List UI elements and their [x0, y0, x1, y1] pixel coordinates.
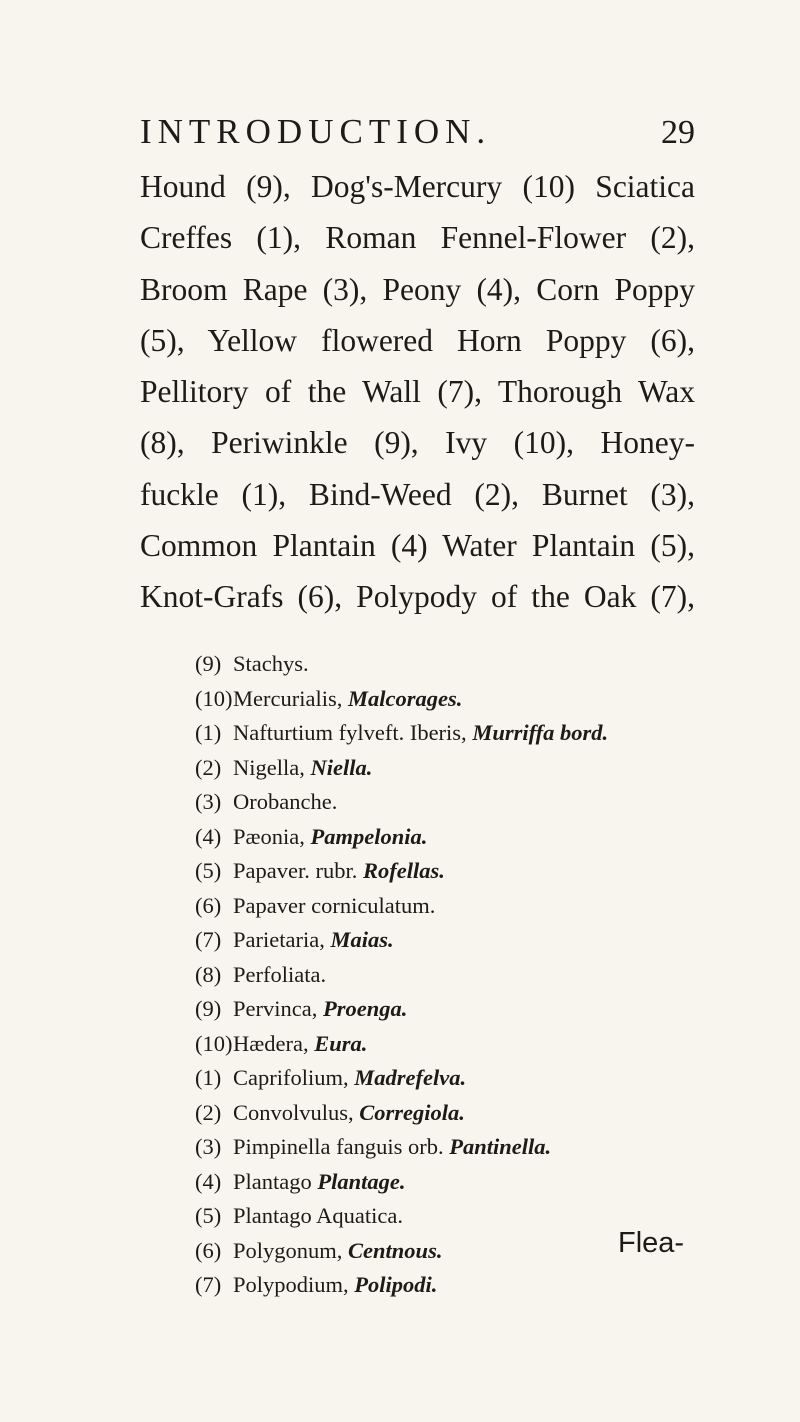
- footnote-number: (8): [195, 961, 222, 987]
- page-header: [140, 112, 695, 162]
- footnote-text: Convolvulus,: [233, 1099, 354, 1125]
- footnote: [195, 820, 695, 855]
- footnote-number: (10): [195, 685, 233, 711]
- footnote-number: (7): [195, 1272, 222, 1297]
- footnote-text: Plantago: [233, 1168, 312, 1194]
- footnote: [195, 1061, 695, 1096]
- footnote-vernacular-name: Corregiola.: [359, 1099, 465, 1125]
- footnote: [195, 1027, 695, 1062]
- body-line: (5), Yellow flowered Horn Poppy (6),: [140, 322, 695, 358]
- footnote-text: Parietaria,: [233, 927, 325, 952]
- footnote-vernacular-name: Rofellas.: [362, 858, 445, 883]
- footnote-text: Pervinca,: [233, 996, 318, 1021]
- body-line: Creffes (1), Roman Fennel-Flower (2),: [140, 220, 695, 256]
- footnote: [195, 889, 695, 924]
- footnote-text: Pimpinella fanguis orb.: [233, 1134, 444, 1159]
- footnotes: [195, 647, 695, 1303]
- body-line: Hound (9), Dog's-Mercury (10) Sciatica: [140, 169, 695, 204]
- footnote: [195, 1268, 695, 1303]
- footnote-number: (2): [195, 754, 222, 780]
- footnote-vernacular-name: Niella.: [310, 754, 373, 780]
- body-line: Pellitory of the Wall (7), Thorough Wax: [140, 374, 695, 410]
- footnote-text: Polygonum,: [233, 1237, 343, 1263]
- footnote-text: Papaver. rubr.: [233, 858, 358, 883]
- body-line: Knot-Grafs (6), Polypody of the Oak (7),: [140, 579, 695, 615]
- footnote: [195, 923, 695, 958]
- footnote-number: (6): [195, 892, 222, 918]
- catchword: Flea-: [618, 1227, 685, 1259]
- footnote-text: Nigella,: [233, 754, 305, 780]
- footnote: [195, 682, 695, 717]
- footnote: [195, 647, 695, 682]
- footnote-text: Plantago Aquatica.: [233, 1203, 403, 1228]
- footnote-vernacular-name: Madrefelva.: [354, 1065, 467, 1090]
- footnote-number: (5): [195, 858, 222, 883]
- body-line: Common Plantain (4) Water Plantain (5),: [140, 528, 695, 564]
- footnote: [195, 785, 695, 820]
- body-line: (8), Periwinkle (9), Ivy (10), Honey-: [140, 425, 695, 461]
- footnote-vernacular-name: Plantage.: [317, 1168, 406, 1194]
- footnote-text: Stachys.: [233, 651, 309, 676]
- footnote-vernacular-name: Pantinella.: [449, 1134, 552, 1159]
- footnote-number: (4): [195, 823, 222, 849]
- footnote-text: Perfoliata.: [233, 961, 327, 987]
- footnote: [195, 992, 695, 1027]
- footnote-number: (1): [195, 1065, 222, 1090]
- footnote: [195, 1096, 695, 1131]
- footnote-number: (3): [195, 1134, 222, 1159]
- footnote-vernacular-name: Polipodi.: [354, 1272, 438, 1297]
- footnote-number: (9): [195, 651, 222, 676]
- footnote-vernacular-name: Centnous.: [348, 1237, 443, 1263]
- footnote-text: Pæonia,: [233, 823, 305, 849]
- footnote-text: Caprifolium,: [233, 1065, 349, 1090]
- footnote-number: (10): [195, 1030, 233, 1056]
- page-number: 29: [661, 114, 695, 151]
- footnote-number: (7): [195, 927, 222, 952]
- footnote: [195, 854, 695, 889]
- footnote-number: (6): [195, 1237, 222, 1263]
- footnote-number: (1): [195, 720, 222, 745]
- footnote-number: (3): [195, 789, 222, 814]
- footnote-vernacular-name: Murriffa bord.: [472, 720, 609, 745]
- body-text: [140, 161, 695, 623]
- footnote: [195, 751, 695, 786]
- footnote: [195, 1130, 695, 1165]
- footnote: [195, 958, 695, 993]
- body-line: fuckle (1), Bind-Weed (2), Burnet (3),: [140, 476, 695, 512]
- footnote-text: Mercurialis,: [233, 685, 343, 711]
- footnote-vernacular-name: Proenga.: [322, 996, 408, 1021]
- footnote-number: (4): [195, 1168, 222, 1194]
- footnote-text: Papaver corniculatum.: [233, 892, 436, 918]
- footnote-text: Polypodium,: [233, 1272, 349, 1297]
- footnote-text: Nafturtium fylveft. Iberis,: [233, 720, 467, 745]
- running-title: INTRODUCTION.: [140, 112, 492, 151]
- footnote-vernacular-name: Pampelonia.: [310, 823, 428, 849]
- footnote: [195, 716, 695, 751]
- footnote-vernacular-name: Maias.: [330, 927, 394, 952]
- footnote-text: Hædera,: [233, 1030, 309, 1056]
- footnote-number: (5): [195, 1203, 222, 1228]
- footnote-vernacular-name: Eura.: [314, 1030, 368, 1056]
- footnote-number: (2): [195, 1099, 222, 1125]
- footnote-vernacular-name: Malcorages.: [347, 685, 463, 711]
- footnote-text: Orobanche.: [233, 789, 338, 814]
- body-line: Broom Rape (3), Peony (4), Corn Poppy: [140, 271, 695, 307]
- footnote-number: (9): [195, 996, 222, 1021]
- footnote: [195, 1165, 695, 1200]
